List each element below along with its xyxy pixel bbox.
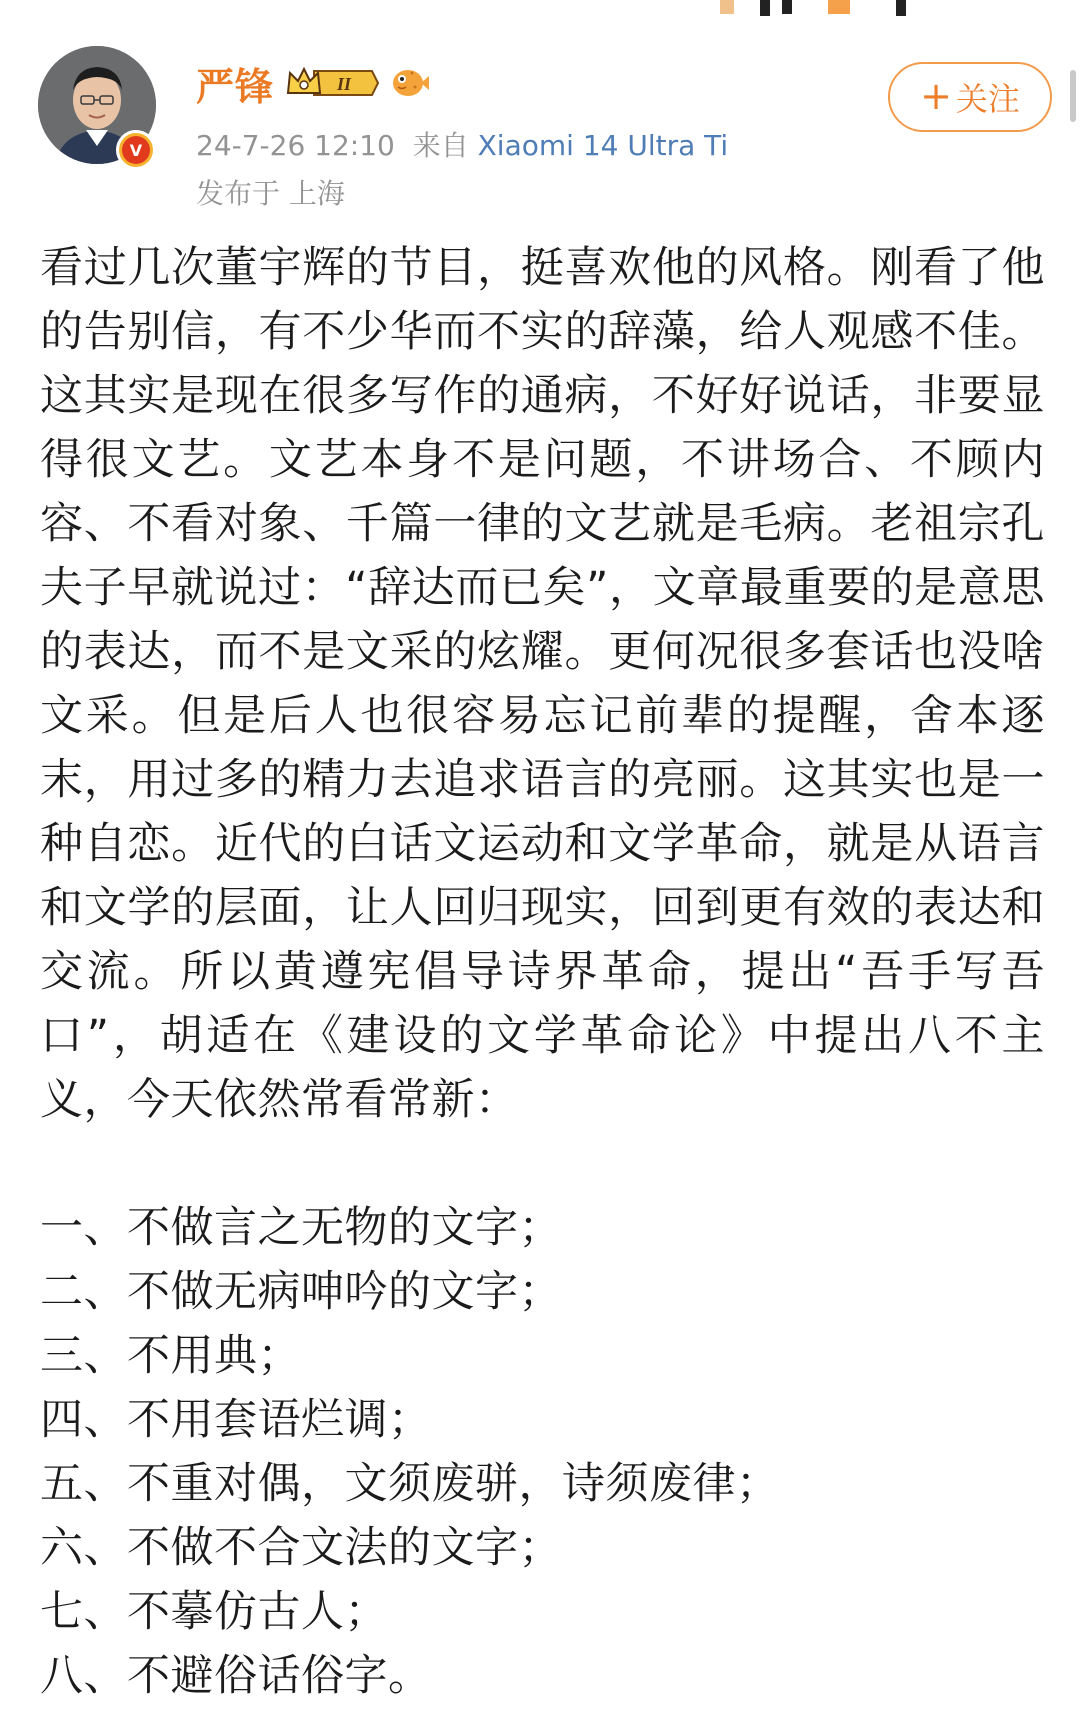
list-item: 五、不重对偶，文须废骈，诗须废律； bbox=[40, 1459, 780, 1509]
post-meta bbox=[196, 124, 728, 164]
level-text: II bbox=[337, 74, 352, 94]
post-paragraph: 看过几次董宇辉的节目，挺喜欢他的风格。刚看了他的告别信，有不少华而不实的辞藻，给人观感不佳。这其实是现在很多写作的通病，不好好说话，非要显得很文艺。文艺本身不是问题，不讲场合、不顾内容、不看对象、千篇一律的文艺就是毛病。老祖宗孔夫子早就说过：“辞达而已矣”，文章最重要的是意思的表达，而不是文采的炫耀。更何况很多套话也没啥文采。但是后人也很容易忘记前辈的提醒，舍本逐末，用过多的精力去追求语言的亮丽。这其实也是一种自恋。近代的白话文运动和文学革命，就是从语言和文学的层面，让人回归现实，回到更有效的表达和交流。所以黄遵宪倡导诗界革命，提出“吾手写吾口”，胡适在《建设的文学革命论》中提出八不主义，今天依然常看常新： bbox=[40, 243, 1045, 1125]
follow-button[interactable] bbox=[888, 62, 1052, 132]
top-cartoon-decoration bbox=[720, 0, 1020, 18]
list-item: 四、不用套语烂调； bbox=[40, 1395, 432, 1445]
source-prefix: 来自 bbox=[412, 129, 469, 162]
list-item: 八、不避俗话俗字。 bbox=[40, 1651, 432, 1701]
blank-line bbox=[40, 1132, 1045, 1196]
post-content bbox=[40, 236, 1045, 1708]
device-link[interactable]: Xiaomi 14 Ultra Ti bbox=[477, 129, 729, 162]
author-name[interactable]: 严锋 bbox=[196, 64, 275, 109]
scrollbar[interactable] bbox=[1070, 70, 1076, 122]
list-item: 七、不摹仿古人； bbox=[40, 1587, 388, 1637]
verified-icon: V bbox=[116, 130, 156, 170]
pufferfish-icon bbox=[390, 65, 430, 101]
post-date: 24-7-26 12:10 bbox=[196, 129, 395, 162]
crown-level-icon[interactable] bbox=[284, 63, 380, 103]
follow-label: 关注 bbox=[955, 80, 1020, 118]
list-item: 一、不做言之无物的文字； bbox=[40, 1203, 562, 1253]
list-item: 三、不用典； bbox=[40, 1331, 301, 1381]
list-item: 二、不做无病呻吟的文字； bbox=[40, 1267, 562, 1317]
post-location: 发布于 上海 bbox=[196, 177, 345, 210]
plus-icon: + bbox=[920, 74, 952, 118]
list-item: 六、不做不合文法的文字； bbox=[40, 1523, 562, 1573]
